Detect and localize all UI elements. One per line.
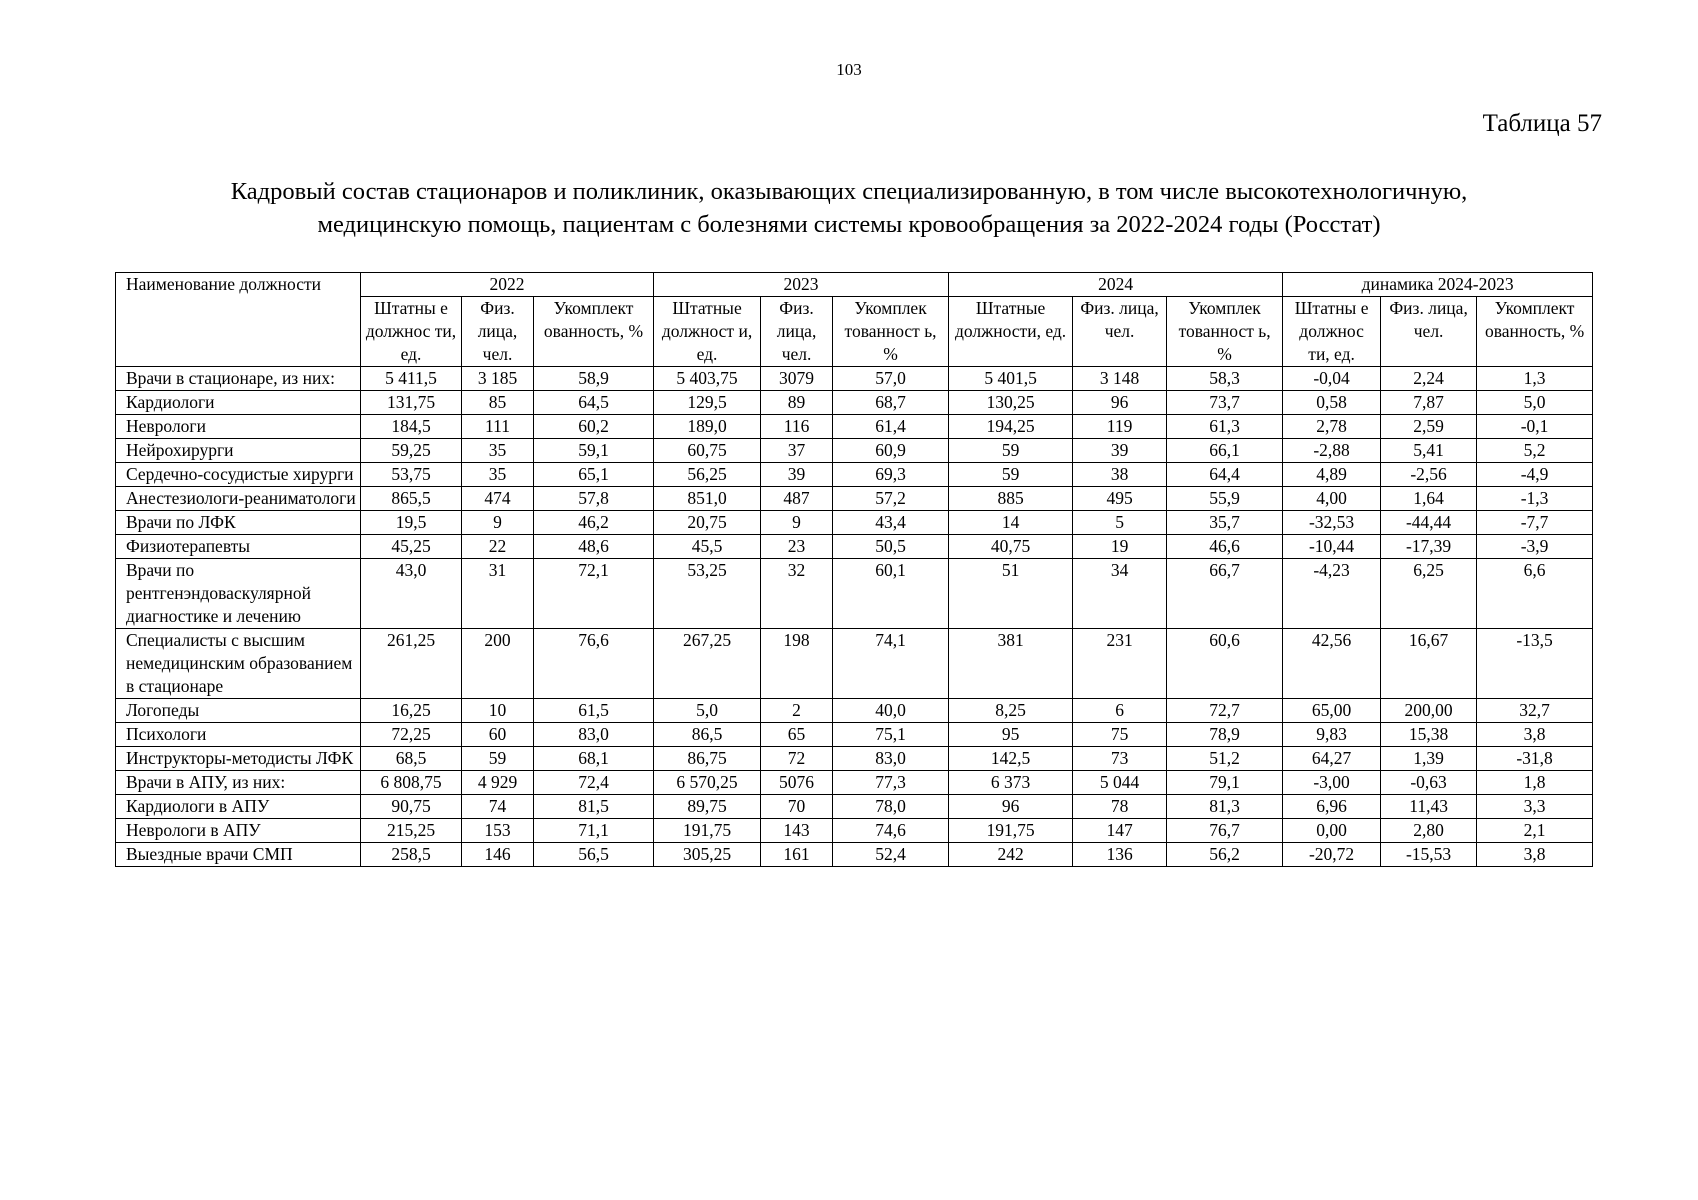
row-value-cell: 79,1 [1167, 771, 1283, 795]
row-value-cell: 267,25 [654, 629, 761, 699]
row-position-name: Неврологи [116, 415, 361, 439]
row-value-cell: 60,1 [833, 559, 949, 629]
row-value-cell: 96 [949, 795, 1073, 819]
header-year-2022: 2022 [361, 273, 654, 297]
row-value-cell: 23 [761, 535, 833, 559]
row-value-cell: -13,5 [1477, 629, 1593, 699]
row-value-cell: 60,6 [1167, 629, 1283, 699]
row-value-cell: 65 [761, 723, 833, 747]
row-value-cell: 83,0 [534, 723, 654, 747]
row-value-cell: 5,0 [654, 699, 761, 723]
table-row [116, 559, 1593, 629]
row-value-cell: 52,4 [833, 843, 949, 867]
row-value-cell: 111 [462, 415, 534, 439]
table-row [116, 771, 1593, 795]
row-value-cell: 43,4 [833, 511, 949, 535]
row-value-cell: 153 [462, 819, 534, 843]
row-value-cell: 42,56 [1283, 629, 1381, 699]
row-value-cell: 0,58 [1283, 391, 1381, 415]
row-value-cell: 69,3 [833, 463, 949, 487]
row-value-cell: 8,25 [949, 699, 1073, 723]
row-value-cell: 495 [1073, 487, 1167, 511]
row-value-cell: 85 [462, 391, 534, 415]
row-value-cell: 78,0 [833, 795, 949, 819]
row-value-cell: 6 [1073, 699, 1167, 723]
row-value-cell: 142,5 [949, 747, 1073, 771]
row-value-cell: 76,7 [1167, 819, 1283, 843]
row-value-cell: 474 [462, 487, 534, 511]
row-value-cell: 4 929 [462, 771, 534, 795]
row-value-cell: 5,0 [1477, 391, 1593, 415]
row-value-cell: 66,1 [1167, 439, 1283, 463]
row-value-cell: 64,5 [534, 391, 654, 415]
row-value-cell: 4,89 [1283, 463, 1381, 487]
table-row [116, 629, 1593, 699]
row-value-cell: 198 [761, 629, 833, 699]
table-row [116, 439, 1593, 463]
row-value-cell: 74,6 [833, 819, 949, 843]
row-value-cell: 57,8 [534, 487, 654, 511]
subheader-cell: Штатны е должнос ти, ед. [1283, 297, 1381, 367]
row-value-cell: 56,25 [654, 463, 761, 487]
subheader-cell: Физ. лица, чел. [1073, 297, 1167, 367]
title-line-2: медицинскую помощь, пациентам с болезнями системы кровообращения за 2022-2024 годы (Росстат) [317, 211, 1381, 238]
row-value-cell: 46,6 [1167, 535, 1283, 559]
row-value-cell: 5 403,75 [654, 367, 761, 391]
table-row [116, 367, 1593, 391]
row-value-cell: 231 [1073, 629, 1167, 699]
row-value-cell: 55,9 [1167, 487, 1283, 511]
header-dynamics: динамика 2024-2023 [1283, 273, 1593, 297]
row-value-cell: 75 [1073, 723, 1167, 747]
staffing-table [115, 272, 1593, 867]
row-value-cell: 16,25 [361, 699, 462, 723]
table-row [116, 699, 1593, 723]
row-value-cell: 2,24 [1381, 367, 1477, 391]
row-value-cell: 74 [462, 795, 534, 819]
subheader-cell: Укомплект ованность, % [1477, 297, 1593, 367]
row-value-cell: 73 [1073, 747, 1167, 771]
row-value-cell: 61,3 [1167, 415, 1283, 439]
row-value-cell: 60,75 [654, 439, 761, 463]
row-value-cell: 184,5 [361, 415, 462, 439]
row-position-name: Врачи по рентгенэндоваскулярной диагностике и лечению [116, 559, 361, 629]
row-position-name: Врачи в АПУ, из них: [116, 771, 361, 795]
subheader-cell: Штатные должност и, ед. [654, 297, 761, 367]
row-value-cell: 200,00 [1381, 699, 1477, 723]
table-row [116, 795, 1593, 819]
row-value-cell: 50,5 [833, 535, 949, 559]
row-value-cell: 53,25 [654, 559, 761, 629]
row-value-cell: 95 [949, 723, 1073, 747]
row-value-cell: 865,5 [361, 487, 462, 511]
row-value-cell: 6,25 [1381, 559, 1477, 629]
row-value-cell: 38 [1073, 463, 1167, 487]
header-row-years [116, 273, 1593, 297]
row-value-cell: 1,8 [1477, 771, 1593, 795]
row-value-cell: -2,56 [1381, 463, 1477, 487]
row-value-cell: 57,2 [833, 487, 949, 511]
row-position-name: Анестезиологи-реаниматологи [116, 487, 361, 511]
row-value-cell: -0,63 [1381, 771, 1477, 795]
row-value-cell: 5,2 [1477, 439, 1593, 463]
row-value-cell: 189,0 [654, 415, 761, 439]
row-position-name: Нейрохирурги [116, 439, 361, 463]
row-value-cell: 57,0 [833, 367, 949, 391]
subheader-cell: Физ. лица, чел. [1381, 297, 1477, 367]
row-value-cell: 3 148 [1073, 367, 1167, 391]
row-value-cell: 51 [949, 559, 1073, 629]
row-value-cell: 6,96 [1283, 795, 1381, 819]
row-value-cell: 59 [462, 747, 534, 771]
row-value-cell: 3,3 [1477, 795, 1593, 819]
row-value-cell: 2,1 [1477, 819, 1593, 843]
row-value-cell: 90,75 [361, 795, 462, 819]
row-value-cell: -32,53 [1283, 511, 1381, 535]
row-value-cell: 6,6 [1477, 559, 1593, 629]
row-value-cell: 46,2 [534, 511, 654, 535]
header-year-2024: 2024 [949, 273, 1283, 297]
row-value-cell: 136 [1073, 843, 1167, 867]
row-value-cell: 86,75 [654, 747, 761, 771]
row-value-cell: -10,44 [1283, 535, 1381, 559]
document-title [100, 175, 1598, 241]
row-value-cell: 381 [949, 629, 1073, 699]
table-row [116, 391, 1593, 415]
row-value-cell: 16,67 [1381, 629, 1477, 699]
row-value-cell: 6 373 [949, 771, 1073, 795]
row-value-cell: 66,7 [1167, 559, 1283, 629]
row-value-cell: 56,2 [1167, 843, 1283, 867]
row-value-cell: 68,1 [534, 747, 654, 771]
row-value-cell: 78 [1073, 795, 1167, 819]
row-value-cell: 5 401,5 [949, 367, 1073, 391]
row-value-cell: 147 [1073, 819, 1167, 843]
row-value-cell: -44,44 [1381, 511, 1477, 535]
row-value-cell: 191,75 [654, 819, 761, 843]
subheader-cell: Укомплек тованност ь, % [1167, 297, 1283, 367]
row-value-cell: 58,9 [534, 367, 654, 391]
row-value-cell: 78,9 [1167, 723, 1283, 747]
row-value-cell: 75,1 [833, 723, 949, 747]
row-value-cell: 64,27 [1283, 747, 1381, 771]
row-value-cell: 59 [949, 463, 1073, 487]
row-value-cell: 1,39 [1381, 747, 1477, 771]
row-value-cell: 215,25 [361, 819, 462, 843]
row-value-cell: 5076 [761, 771, 833, 795]
row-value-cell: 5,41 [1381, 439, 1477, 463]
row-value-cell: 3 185 [462, 367, 534, 391]
row-value-cell: 31 [462, 559, 534, 629]
row-value-cell: 7,87 [1381, 391, 1477, 415]
row-value-cell: 3079 [761, 367, 833, 391]
row-value-cell: -4,23 [1283, 559, 1381, 629]
header-year-2023: 2023 [654, 273, 949, 297]
subheader-cell: Физ. лица, чел. [761, 297, 833, 367]
row-value-cell: 53,75 [361, 463, 462, 487]
row-position-name: Психологи [116, 723, 361, 747]
row-value-cell: -15,53 [1381, 843, 1477, 867]
row-value-cell: 119 [1073, 415, 1167, 439]
row-value-cell: 34 [1073, 559, 1167, 629]
row-value-cell: 4,00 [1283, 487, 1381, 511]
row-value-cell: 64,4 [1167, 463, 1283, 487]
row-value-cell: 81,5 [534, 795, 654, 819]
row-value-cell: 60 [462, 723, 534, 747]
row-value-cell: -7,7 [1477, 511, 1593, 535]
row-value-cell: 885 [949, 487, 1073, 511]
row-value-cell: 6 570,25 [654, 771, 761, 795]
row-value-cell: 5 044 [1073, 771, 1167, 795]
table-label: Таблица 57 [1482, 110, 1602, 137]
table-row [116, 723, 1593, 747]
row-value-cell: 305,25 [654, 843, 761, 867]
row-value-cell: 72,1 [534, 559, 654, 629]
row-position-name: Физиотерапевты [116, 535, 361, 559]
row-value-cell: 20,75 [654, 511, 761, 535]
row-value-cell: 2,80 [1381, 819, 1477, 843]
row-value-cell: 51,2 [1167, 747, 1283, 771]
row-value-cell: 1,64 [1381, 487, 1477, 511]
row-value-cell: 200 [462, 629, 534, 699]
row-value-cell: -0,04 [1283, 367, 1381, 391]
table-row [116, 463, 1593, 487]
row-value-cell: 32 [761, 559, 833, 629]
table-body [116, 367, 1593, 867]
subheader-cell: Штатны е должнос ти, ед. [361, 297, 462, 367]
row-value-cell: 68,5 [361, 747, 462, 771]
subheader-cell: Укомплек тованност ь, % [833, 297, 949, 367]
row-value-cell: 81,3 [1167, 795, 1283, 819]
row-value-cell: 14 [949, 511, 1073, 535]
row-value-cell: 72,7 [1167, 699, 1283, 723]
row-value-cell: 58,3 [1167, 367, 1283, 391]
table-row [116, 511, 1593, 535]
table-row [116, 415, 1593, 439]
row-value-cell: -3,9 [1477, 535, 1593, 559]
row-value-cell: 60,2 [534, 415, 654, 439]
row-value-cell: 261,25 [361, 629, 462, 699]
row-value-cell: 146 [462, 843, 534, 867]
row-value-cell: 851,0 [654, 487, 761, 511]
row-value-cell: 9,83 [1283, 723, 1381, 747]
table-row [116, 747, 1593, 771]
row-value-cell: 40,0 [833, 699, 949, 723]
row-value-cell: 89 [761, 391, 833, 415]
row-value-cell: 242 [949, 843, 1073, 867]
row-value-cell: 45,25 [361, 535, 462, 559]
page-number: 103 [836, 60, 862, 79]
row-value-cell: 65,1 [534, 463, 654, 487]
row-value-cell: 72,4 [534, 771, 654, 795]
row-value-cell: 32,7 [1477, 699, 1593, 723]
row-value-cell: 77,3 [833, 771, 949, 795]
row-value-cell: 35 [462, 439, 534, 463]
row-value-cell: 15,38 [1381, 723, 1477, 747]
row-value-cell: 116 [761, 415, 833, 439]
row-value-cell: 131,75 [361, 391, 462, 415]
row-value-cell: 11,43 [1381, 795, 1477, 819]
row-value-cell: 22 [462, 535, 534, 559]
subheader-cell: Штатные должности, ед. [949, 297, 1073, 367]
row-value-cell: -31,8 [1477, 747, 1593, 771]
row-value-cell: 37 [761, 439, 833, 463]
row-value-cell: 6 808,75 [361, 771, 462, 795]
row-value-cell: 3,8 [1477, 723, 1593, 747]
header-position-name: Наименование должности [116, 273, 361, 367]
row-value-cell: 19 [1073, 535, 1167, 559]
row-value-cell: 35,7 [1167, 511, 1283, 535]
row-value-cell: 3,8 [1477, 843, 1593, 867]
row-value-cell: 161 [761, 843, 833, 867]
row-value-cell: 9 [761, 511, 833, 535]
row-value-cell: -0,1 [1477, 415, 1593, 439]
row-value-cell: 89,75 [654, 795, 761, 819]
row-value-cell: 56,5 [534, 843, 654, 867]
row-value-cell: -20,72 [1283, 843, 1381, 867]
row-value-cell: 59,25 [361, 439, 462, 463]
row-value-cell: 60,9 [833, 439, 949, 463]
row-value-cell: 191,75 [949, 819, 1073, 843]
row-position-name: Выездные врачи СМП [116, 843, 361, 867]
row-value-cell: 143 [761, 819, 833, 843]
row-value-cell: 35 [462, 463, 534, 487]
row-value-cell: 2,59 [1381, 415, 1477, 439]
row-value-cell: 39 [761, 463, 833, 487]
row-value-cell: 70 [761, 795, 833, 819]
row-value-cell: 45,5 [654, 535, 761, 559]
row-value-cell: 43,0 [361, 559, 462, 629]
subheader-cell: Укомплект ованность, % [534, 297, 654, 367]
row-value-cell: 59 [949, 439, 1073, 463]
row-position-name: Специалисты с высшим немедицинским образованием в стационаре [116, 629, 361, 699]
row-position-name: Врачи по ЛФК [116, 511, 361, 535]
row-value-cell: 39 [1073, 439, 1167, 463]
row-value-cell: 9 [462, 511, 534, 535]
row-value-cell: 5 [1073, 511, 1167, 535]
row-value-cell: 10 [462, 699, 534, 723]
row-value-cell: -4,9 [1477, 463, 1593, 487]
subheader-cell: Физ. лица, чел. [462, 297, 534, 367]
row-position-name: Сердечно-сосудистые хирурги [116, 463, 361, 487]
row-value-cell: 61,5 [534, 699, 654, 723]
row-value-cell: -1,3 [1477, 487, 1593, 511]
row-position-name: Неврологи в АПУ [116, 819, 361, 843]
row-value-cell: 5 411,5 [361, 367, 462, 391]
row-value-cell: 487 [761, 487, 833, 511]
row-value-cell: 258,5 [361, 843, 462, 867]
row-value-cell: 72,25 [361, 723, 462, 747]
row-position-name: Врачи в стационаре, из них: [116, 367, 361, 391]
row-value-cell: 2,78 [1283, 415, 1381, 439]
row-value-cell: 61,4 [833, 415, 949, 439]
row-value-cell: 2 [761, 699, 833, 723]
row-value-cell: 96 [1073, 391, 1167, 415]
row-position-name: Кардиологи [116, 391, 361, 415]
row-value-cell: -3,00 [1283, 771, 1381, 795]
row-value-cell: 40,75 [949, 535, 1073, 559]
row-value-cell: 71,1 [534, 819, 654, 843]
table-row [116, 535, 1593, 559]
row-value-cell: 74,1 [833, 629, 949, 699]
row-value-cell: 76,6 [534, 629, 654, 699]
row-value-cell: 68,7 [833, 391, 949, 415]
row-value-cell: 83,0 [833, 747, 949, 771]
row-position-name: Инструкторы-методисты ЛФК [116, 747, 361, 771]
row-value-cell: 194,25 [949, 415, 1073, 439]
row-value-cell: 1,3 [1477, 367, 1593, 391]
table-row [116, 843, 1593, 867]
row-value-cell: 48,6 [534, 535, 654, 559]
table-row [116, 819, 1593, 843]
row-value-cell: 59,1 [534, 439, 654, 463]
row-value-cell: 130,25 [949, 391, 1073, 415]
table-row [116, 487, 1593, 511]
row-value-cell: 73,7 [1167, 391, 1283, 415]
row-value-cell: -17,39 [1381, 535, 1477, 559]
row-position-name: Кардиологи в АПУ [116, 795, 361, 819]
row-value-cell: 19,5 [361, 511, 462, 535]
row-value-cell: 129,5 [654, 391, 761, 415]
row-value-cell: -2,88 [1283, 439, 1381, 463]
row-value-cell: 72 [761, 747, 833, 771]
row-position-name: Логопеды [116, 699, 361, 723]
title-line-1: Кадровый состав стационаров и поликлиник, оказывающих специализированную, в том числе высокотехнологичную, [230, 178, 1468, 205]
row-value-cell: 65,00 [1283, 699, 1381, 723]
row-value-cell: 86,5 [654, 723, 761, 747]
row-value-cell: 0,00 [1283, 819, 1381, 843]
